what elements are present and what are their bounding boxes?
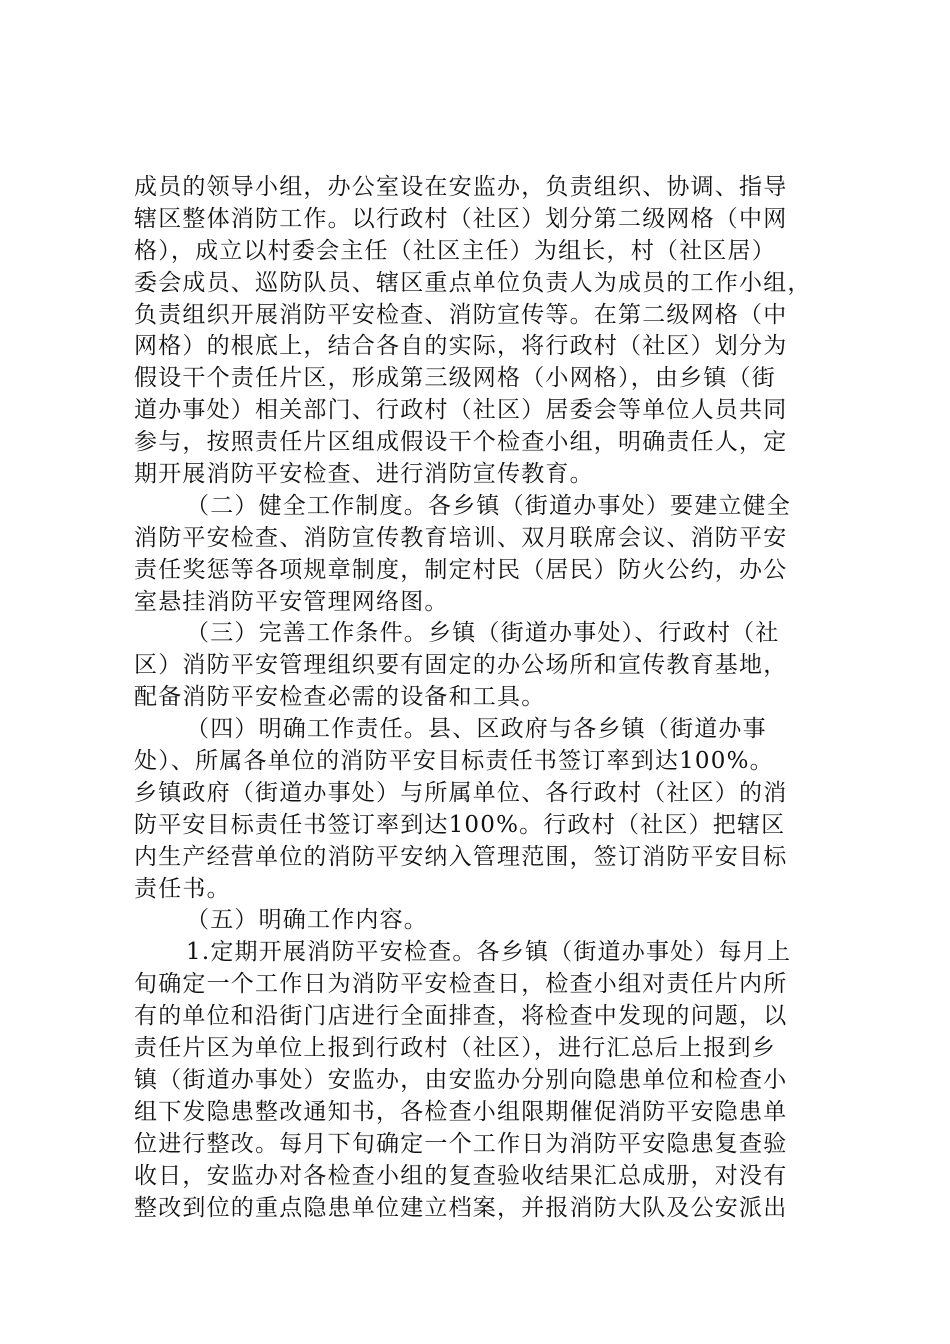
text-line: 位进行整改。每月下旬确定一个工作日为消防平安隐患复查验 (134, 1130, 788, 1157)
text-line: 假设干个责任片区，形成第三级网格（小网格），由乡镇（街 (134, 365, 776, 392)
text-line: 道办事处）相关部门、行政村（社区）居委会等单位人员共同 (134, 397, 788, 424)
paragraph-first-line: （四）明确工作责任。县、区政府与各乡镇（街道办事 (186, 716, 767, 743)
text-line: 处）、所属各单位的消防平安目标责任书签订率到达100%。 (134, 748, 774, 775)
text-line: 整改到位的重点隐患单位建立档案，并报消防大队及公安派出 (134, 1194, 788, 1221)
text-line: 成员的领导小组，办公室设在安监办，负责组织、协调、指导 (134, 174, 788, 200)
text-line: 责任奖惩等各项规章制度，制定村民（居民）防火公约，办公 (134, 556, 788, 583)
paragraph-first-line: （二）健全工作制度。各乡镇（街道办事处）要建立健全 (186, 492, 791, 519)
body-text (134, 172, 834, 1224)
text-line: 有的单位和沿街门店进行全面排查，将检查中发现的问题，以 (134, 1003, 788, 1030)
text-line: 期开展消防平安检查、进行消防宣传教育。 (134, 461, 594, 488)
text-line: 内生产经营单位的消防平安纳入管理范围，签订消防平安目标 (134, 843, 788, 870)
text-line: 格），成立以村委会主任（社区主任）为组长，村（社区居） (134, 237, 776, 264)
text-line: 责任片区为单位上报到行政村（社区），进行汇总后上报到乡 (134, 1035, 776, 1062)
text-line: 室悬挂消防平安管理网络图。 (134, 588, 449, 615)
text-line: 收日，安监办对各检查小组的复查验收结果汇总成册，对没有 (134, 1162, 788, 1189)
paragraph-first-line: 1.定期开展消防平安检查。各乡镇（街道办事处）每月上 (186, 939, 792, 966)
text-line: 参与，按照责任片区组成假设干个检查小组，明确责任人，定 (134, 429, 788, 456)
text-line: 组下发隐患整改通知书，各检查小组限期催促消防平安隐患单 (134, 1098, 788, 1125)
text-line: 防平安目标责任书签订率到达100%。行政村（社区）把辖区 (134, 811, 786, 838)
text-line: 区）消防平安管理组织要有固定的办公场所和宣传教育基地， (134, 652, 788, 679)
text-line: 旬确定一个工作日为消防平安检查日，检查小组对责任片内所 (134, 971, 788, 998)
text-line: 辖区整体消防工作。以行政村（社区）划分第二级网格（中网 (134, 205, 788, 232)
paragraph-first-line: （五）明确工作内容。 (186, 907, 428, 934)
text-line: 镇（街道办事处）安监办，由安监办分别向隐患单位和检查小 (134, 1066, 788, 1093)
text-line: 委会成员、巡防队员、辖区重点单位负责人为成员的工作小组， (134, 269, 812, 296)
text-line: 责任书。 (134, 875, 231, 902)
paragraph-first-line: （三）完善工作条件。乡镇（街道办事处）、行政村（社 (186, 620, 780, 647)
text-line: 配备消防平安检查必需的设备和工具。 (134, 684, 546, 711)
text-line: 乡镇政府（街道办事处）与所属单位、各行政村（社区）的消 (134, 779, 788, 806)
text-line: 负责组织开展消防平安检查、消防宣传等。在第二级网格（中 (134, 301, 788, 328)
text-line: 网格）的根底上，结合各自的实际，将行政村（社区）划分为 (134, 333, 788, 360)
text-line: 消防平安检查、消防宣传教育培训、双月联席会议、消防平安 (134, 524, 788, 551)
